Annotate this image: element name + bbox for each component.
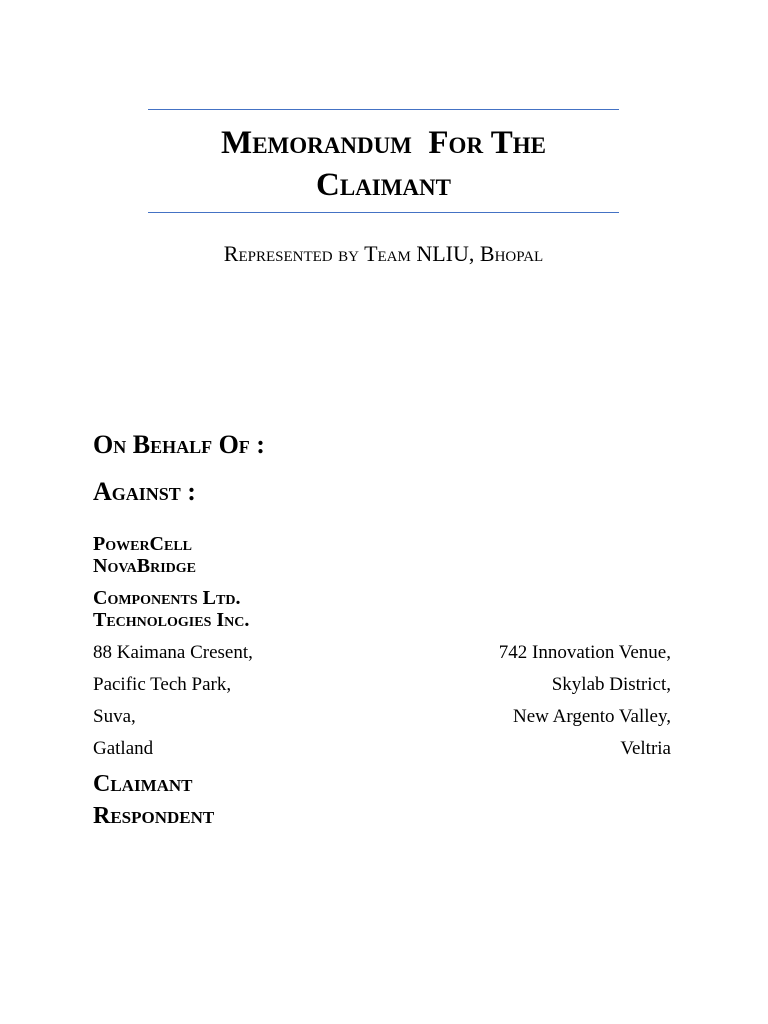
respondent-address-line: Veltria [620, 738, 671, 759]
claimant-address-line: Gatland [93, 738, 154, 759]
respondent-role-label: Respondent [93, 803, 215, 829]
party-line-2: NovaBridge [93, 555, 196, 577]
party-names-block-2 [93, 587, 249, 631]
party-roles-block [93, 768, 214, 832]
party-line-1: PowerCell [93, 533, 193, 555]
claimant-address-line: Pacific Tech Park, [93, 674, 232, 695]
against-heading: Against : [93, 477, 196, 506]
respondent-address-line: Skylab District, [551, 674, 671, 695]
respondent-address-line: 742 Innovation Venue, [498, 642, 671, 663]
party-line-4: Technologies Inc. [93, 609, 250, 631]
represented-by-subtitle: Represented by Team NLIU, Bhopal [223, 241, 544, 266]
title-top-rule [148, 109, 619, 110]
respondent-address-line: New Argento Valley, [513, 706, 671, 727]
claimant-address-line: 88 Kaimana Cresent, [93, 642, 253, 663]
page-title [148, 122, 619, 206]
claimant-role-label: Claimant [93, 771, 193, 797]
party-names-block-1 [93, 533, 196, 577]
title-line-2: Claimant [315, 167, 451, 203]
on-behalf-of-heading: On Behalf Of : [93, 430, 265, 459]
title-line-1: Memorandum For The [221, 125, 546, 161]
party-line-3: Components Ltd. [93, 587, 241, 609]
claimant-address-line: Suva, [93, 706, 136, 727]
title-bottom-rule [148, 212, 619, 213]
